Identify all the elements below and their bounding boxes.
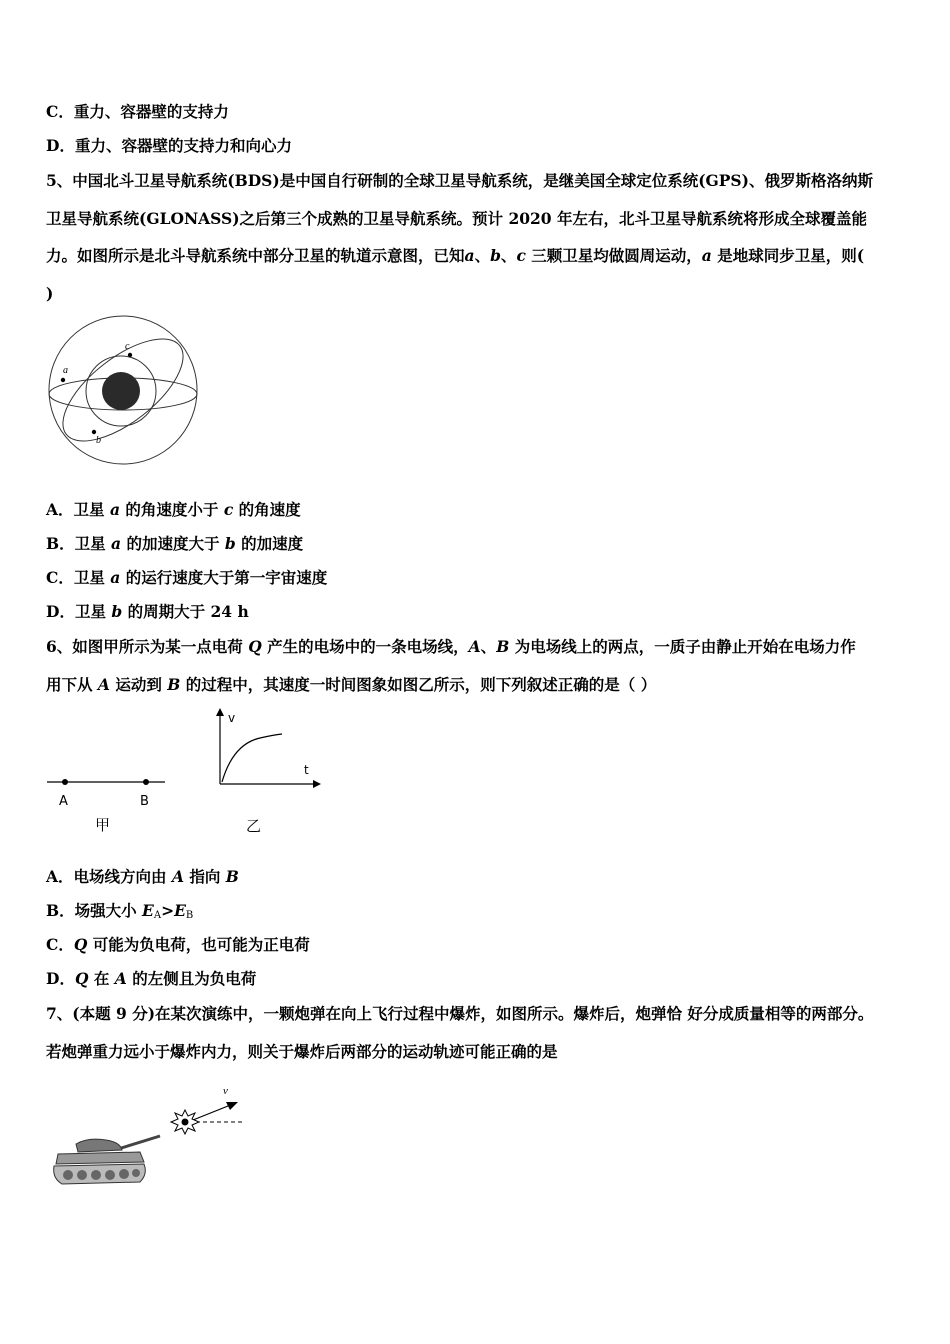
tank-icon: [54, 1136, 160, 1184]
velocity-label: v: [223, 1085, 228, 1097]
q5-option-d: D．卫星 b 的周期大于 24 h: [46, 602, 249, 621]
figure-yi-caption: 乙: [246, 817, 262, 835]
t-axis-arrow: [313, 780, 321, 788]
velocity-time-graph: [205, 706, 330, 838]
q7-stem-line1: 7、(本题 9 分)在某次演练中，一颗炮弹在向上飞行过程中爆炸，如图所示。爆炸后，炮弹恰 好分成质量相等的两部分。: [46, 1004, 874, 1023]
point-a-dot: [62, 779, 68, 785]
point-b-label: B: [140, 794, 149, 809]
q6-option-a: A．电场线方向由 A 指向 B: [46, 867, 239, 886]
orbit-diagram: [45, 314, 205, 469]
label-c: c: [125, 341, 130, 352]
satellite-b-dot: [92, 430, 96, 434]
earth: [102, 372, 140, 410]
q5-stem-line1: 5、中国北斗卫星导航系统(BDS)是中国自行研制的全球卫星导航系统，是继美国全球定位系统(GPS)、俄罗斯格洛纳斯: [46, 171, 873, 190]
label-b: b: [96, 435, 101, 446]
t-axis-label: t: [304, 763, 309, 777]
q6-option-d: D．Q 在 A 的左侧且为负电荷: [46, 969, 257, 988]
q5-option-c: C．卫星 a 的运行速度大于第一宇宙速度: [46, 568, 328, 587]
tank-shell-figure: [48, 1082, 248, 1197]
label-a: a: [63, 365, 68, 376]
q5-stem-line4: ): [46, 284, 54, 303]
explosion-icon: [171, 1110, 199, 1134]
q6-stem-line2: 用下从 A 运动到 B 的过程中，其速度一时间图象如图乙所示，则下列叙述正确的是（ ）: [46, 675, 657, 694]
velocity-curve: [222, 734, 282, 782]
v-axis-label: v: [228, 711, 236, 725]
figure-jia-caption: 甲: [95, 816, 111, 834]
q4-option-d: D．重力、容器壁的支持力和向心力: [46, 136, 292, 155]
satellite-a-dot: [61, 378, 65, 382]
satellite-c-dot: [128, 353, 132, 357]
point-b-dot: [143, 779, 149, 785]
q5-option-a: A．卫星 a 的角速度小于 c 的角速度: [46, 500, 301, 519]
q5-stem-line2: 卫星导航系统(GLONASS)之后第三个成熟的卫星导航系统。预计 2020 年左右，北斗卫星导航系统将形成全球覆盖能: [46, 209, 867, 228]
q5-stem-line3: 力。如图所示是北斗导航系统中部分卫星的轨道示意图，已知a、b、c 三颗卫星均做圆周运动，a 是地球同步卫星，则(: [46, 246, 865, 265]
field-line-figure: [45, 768, 170, 838]
q5-option-b: B．卫星 a 的加速度大于 b 的加速度: [46, 534, 304, 553]
tank-shell-diagram: [48, 1082, 248, 1197]
q6-option-b: B．场强大小 $E_A>E_B$: [46, 901, 194, 921]
satellite-orbit-figure: [45, 314, 205, 469]
velocity-time-figure: [205, 706, 330, 838]
q6-stem-line1: 6、如图甲所示为某一点电荷 Q 产生的电场中的一条电场线，A、B 为电场线上的两点，一质子由静止开始在电场力作: [46, 637, 856, 656]
q6-option-c: C．Q 可能为负电荷，也可能为正电荷: [46, 935, 310, 954]
q7-stem-line2: 若炮弹重力远小于爆炸内力，则关于爆炸后两部分的运动轨迹可能正确的是: [46, 1042, 558, 1061]
point-a-label: A: [59, 794, 68, 809]
v-axis-arrow: [216, 708, 224, 716]
q4-option-c: C．重力、容器壁的支持力: [46, 102, 229, 121]
field-line-diagram: [45, 768, 170, 838]
